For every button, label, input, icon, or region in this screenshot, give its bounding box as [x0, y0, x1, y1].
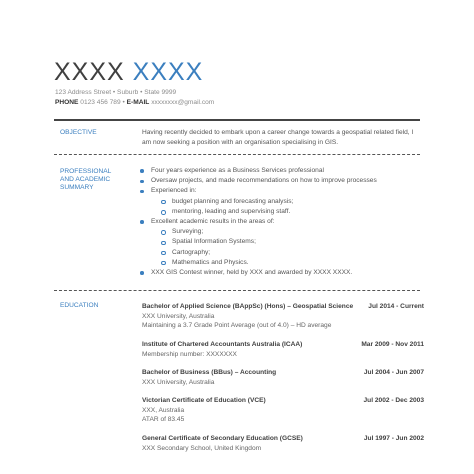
qualification-detail: Membership number: XXXXXXX	[142, 350, 237, 358]
qualification-detail: XXX University, Australia	[142, 312, 215, 320]
bullet-circle-icon	[161, 241, 166, 246]
qualification-title: Institute of Chartered Accountants Australia (ICAA)	[142, 341, 303, 348]
summary-sub-bullet	[151, 237, 377, 247]
summary-bullet	[151, 186, 377, 196]
bullet-text: Experienced in:	[151, 187, 197, 195]
summary-sub-bullet	[151, 207, 377, 217]
qualification-title: Victorian Certificate of Education (VCE)	[142, 397, 266, 404]
education-entry	[142, 396, 424, 425]
qualification-title: General Certificate of Secondary Education (GCSE)	[142, 435, 303, 442]
bullet-dot-icon	[140, 180, 144, 184]
bullet-dot-icon	[140, 190, 144, 194]
education-entry-header	[142, 434, 424, 444]
qualification-dates: Jul 1997 - Jun 2002	[363, 435, 424, 442]
contact-line	[55, 99, 214, 106]
summary-bullet	[151, 268, 377, 278]
education-entry	[142, 434, 424, 453]
education-label: EDUCATION	[60, 302, 99, 309]
education-entry-header	[142, 340, 424, 350]
bullet-circle-icon	[161, 210, 166, 215]
summary-bullet	[151, 217, 377, 227]
email-label: E-MAIL	[126, 99, 150, 106]
qualification-title: Bachelor of Business (BBus) – Accounting	[142, 369, 277, 376]
summary-label-line: SUMMARY	[60, 184, 94, 191]
bullet-text: budget planning and forecasting analysis;	[172, 197, 294, 205]
summary-label-line: PROFESSIONAL	[60, 168, 112, 175]
summary-sub-bullet	[151, 258, 377, 268]
bullet-circle-icon	[161, 200, 166, 205]
bullet-dot-icon	[140, 220, 144, 224]
bullet-text: Spatial Information Systems;	[172, 238, 256, 246]
education-entry-header	[142, 302, 424, 312]
qualification-dates: Jul 2004 - Jun 2007	[363, 369, 424, 376]
summary-sub-bullet	[151, 197, 377, 207]
address-line: 123 Address Street • Suburb • State 9999	[55, 89, 177, 96]
qualification-dates: Mar 2009 - Nov 2011	[361, 341, 424, 348]
bullet-text: Mathematics and Physics.	[172, 258, 249, 266]
qualification-detail: Maintaining a 3.7 Grade Point Average (out of 4.0) – HD average	[142, 322, 332, 330]
education-entry	[142, 368, 424, 387]
bullet-text: Cartography;	[172, 248, 211, 256]
summary-label	[60, 168, 111, 192]
objective-label: OBJECTIVE	[60, 129, 97, 136]
bullet-text: XXX GIS Contest winner, held by XXX and awarded by XXXX XXXX.	[151, 268, 353, 276]
bullet-text: Excellent academic results in the areas of:	[151, 217, 275, 225]
bullet-circle-icon	[161, 251, 166, 256]
bullet-text: Four years experience as a Business Services professional	[151, 167, 324, 174]
objective-text: Having recently decided to embark upon a career change towards a geospatial related field, I am now seeking a position with an organisation specialising in GIS.	[142, 129, 414, 146]
phone-label: PHONE	[55, 99, 79, 106]
summary-bullet	[151, 176, 377, 186]
bullet-text: Surveying;	[172, 228, 204, 236]
education-entry-header	[142, 368, 424, 378]
qualification-dates: Jul 2002 - Dec 2003	[363, 397, 424, 404]
phone-value: 0123 456 789 •	[80, 99, 125, 106]
qualification-detail: XXX, Australia	[142, 406, 185, 414]
bullet-circle-icon	[161, 230, 166, 235]
summary-bullet	[151, 166, 377, 176]
qualification-detail: XXX Secondary School, United Kingdom	[142, 444, 262, 452]
last-name: XXXX	[132, 58, 204, 86]
section-divider	[54, 154, 420, 155]
summary-list	[151, 166, 377, 278]
email-value: xxxxxxxx@gmail.com	[151, 99, 215, 106]
section-divider	[54, 290, 420, 291]
summary-label-line: AND ACADEMIC	[60, 176, 111, 183]
candidate-name	[54, 57, 203, 87]
education-entry-header	[142, 396, 424, 406]
bullet-dot-icon	[140, 169, 144, 173]
qualification-detail: ATAR of 83.45	[142, 416, 185, 424]
bullet-circle-icon	[161, 261, 166, 266]
education-entry	[142, 340, 424, 359]
first-name: XXXX	[54, 58, 125, 86]
qualification-title: Bachelor of Applied Science (BAppSc) (Hons) – Geospatial Science	[142, 303, 354, 310]
bullet-text: mentoring, leading and supervising staff.	[172, 207, 291, 215]
qualification-detail: XXX University, Australia	[142, 378, 215, 386]
header-divider	[54, 119, 420, 121]
summary-sub-bullet	[151, 248, 377, 258]
bullet-text: Oversaw projects, and made recommendations on how to improve processes	[151, 177, 377, 185]
summary-sub-bullet	[151, 227, 377, 237]
education-entry	[142, 302, 424, 331]
bullet-dot-icon	[140, 271, 144, 275]
qualification-dates: Jul 2014 - Current	[368, 303, 424, 310]
